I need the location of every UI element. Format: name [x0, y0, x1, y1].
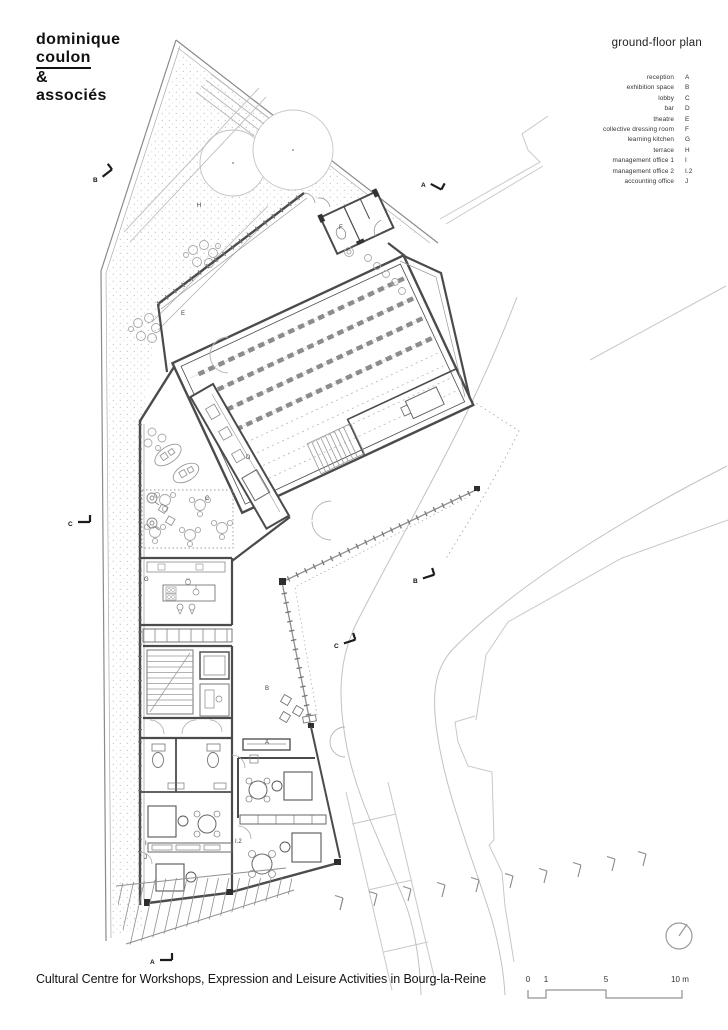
legend-label: bar — [664, 105, 674, 113]
kitchen — [147, 562, 225, 614]
scale-tick-label: 0 — [525, 975, 531, 984]
legend-key: J — [685, 177, 689, 185]
legend-label: terrace — [653, 146, 674, 154]
legend-label: exhibition space — [626, 84, 674, 92]
office1-furniture — [148, 806, 220, 837]
legend-label: management office 1 — [612, 157, 674, 165]
context-buildings — [346, 116, 728, 990]
section-c-mid — [334, 633, 355, 650]
room-label-management-office-1: I — [145, 841, 147, 847]
scale-tick-label: 5 — [603, 975, 609, 984]
parking-marks — [335, 852, 646, 911]
glazed-facade — [279, 486, 480, 728]
sofa — [151, 440, 185, 470]
lobby-tables — [144, 492, 232, 546]
section-a-top — [421, 178, 445, 190]
logo-line-3: & — [36, 69, 48, 86]
scale-tick-label: 10 m — [671, 975, 689, 984]
legend-key: G — [685, 136, 691, 144]
shelf-band — [148, 843, 232, 852]
section-marker-label: A — [421, 182, 426, 189]
legend-key: B — [685, 84, 690, 92]
legend-key: C — [685, 94, 690, 102]
room-label-dressing-room: F — [339, 225, 343, 231]
legend-label: collective dressing room — [603, 125, 674, 133]
legend-key: I — [685, 157, 687, 165]
section-marker-label: B — [413, 578, 418, 585]
theatre-hall — [172, 255, 473, 512]
sofa — [170, 459, 202, 487]
project-caption: Cultural Centre for Workshops, Expression and Leisure Activities in Bourg-la-Reine — [36, 972, 487, 986]
legend-label: reception — [646, 74, 674, 81]
wc-block — [152, 744, 226, 789]
legend-key: F — [685, 125, 690, 133]
room-label-terrace: H — [197, 203, 202, 209]
section-marker-label: C — [334, 643, 339, 650]
section-marker-label: A — [150, 959, 155, 966]
north-arrow-icon — [666, 923, 692, 949]
legend-key: I.2 — [685, 167, 693, 175]
legend-label: learning kitchen — [627, 136, 674, 144]
section-a-bottom — [150, 953, 172, 966]
room-label-lobby: C — [205, 496, 210, 502]
office-a-furniture — [246, 772, 312, 802]
cabinet-band — [240, 815, 326, 824]
room-label-reception: A — [265, 740, 270, 746]
legend-label: management office 2 — [612, 167, 674, 175]
logo-line-1: dominique — [36, 31, 121, 48]
section-b-right — [413, 568, 434, 585]
site-dotted-boundary — [445, 398, 519, 560]
legend-key: E — [685, 115, 690, 123]
room-label-theatre: E — [181, 311, 186, 317]
legend-label: lobby — [658, 94, 674, 102]
stair-block — [147, 650, 229, 716]
legend-label: accounting office — [624, 177, 674, 185]
logo-line-4: associés — [36, 87, 107, 104]
scale-bar — [526, 975, 689, 998]
room-label-bar: D — [246, 455, 251, 461]
legend-label: theatre — [653, 115, 674, 123]
section-b-top — [93, 164, 112, 184]
legend-key: A — [685, 74, 690, 81]
wheelchair-symbols — [147, 493, 159, 530]
exhibition-pedestals — [280, 695, 317, 723]
section-c-left — [68, 515, 90, 528]
logo-line-2: coulon — [36, 49, 91, 69]
room-label-accounting-office: J — [144, 855, 147, 861]
section-marker-label: B — [93, 177, 98, 184]
scale-tick-label: 1 — [543, 975, 549, 984]
page-title: ground-floor plan — [611, 37, 702, 49]
accounting-furniture — [156, 864, 196, 891]
room-label-learning-kitchen: G — [144, 577, 149, 583]
legend-key: D — [685, 105, 690, 113]
room-label-exhibition-space: B — [265, 686, 270, 692]
room-label-management-office-2: I.2 — [235, 839, 242, 845]
legend-key: H — [685, 146, 690, 154]
lockers — [143, 629, 232, 642]
section-marker-label: C — [68, 521, 73, 528]
